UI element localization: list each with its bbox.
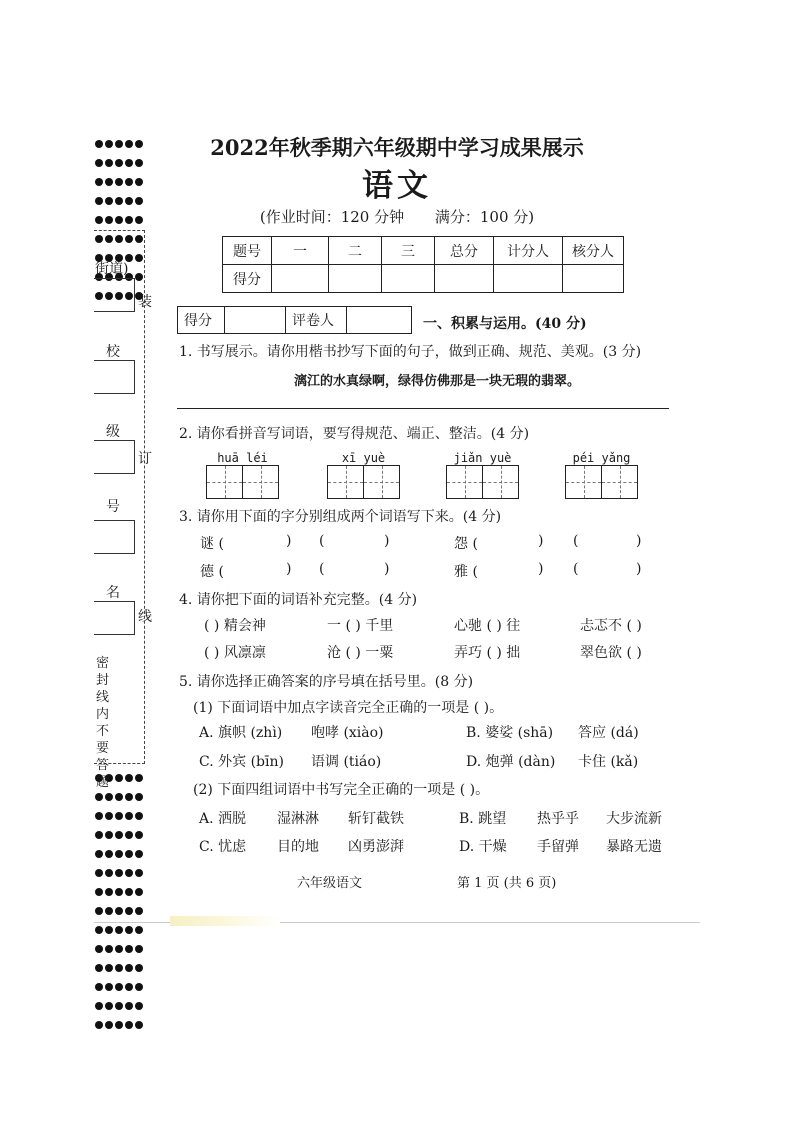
binding-dots [94,768,149,1034]
binding-dot [125,216,133,224]
binding-dot [135,983,143,991]
binding-dot [95,983,103,991]
q2-pinyin: xī yuè [341,451,386,465]
school-label: 校 [106,344,120,360]
binding-dot [125,945,133,953]
binding-dot [95,140,103,148]
q5-sub1-option-a: 咆哮 (xiào) [311,725,384,741]
binding-dot [115,159,123,167]
section-score-field[interactable] [225,307,286,334]
q5-sub1-option-c: 语调 (tiáo) [311,754,382,770]
q5-sub2-option-a: 湿淋淋 [277,811,319,827]
score-table-header-row [223,237,624,265]
binding-dot [95,812,103,820]
binding-dot [115,216,123,224]
binding-dot [125,869,133,877]
binding-dot [95,926,103,934]
q2-pinyin: jiǎn yuè [453,451,512,465]
binding-dot [105,983,113,991]
q5-sub1-option-c: C. 外宾 (bīn) [199,754,284,770]
q2-grid[interactable] [565,465,638,499]
binding-dot [115,945,123,953]
binding-dot [135,1021,143,1029]
q5-sub2-option-b: B. 跳望 [459,811,507,827]
score-row-label: 得分 [223,265,272,293]
q3-prompt: 3. 请你用下面的字分别组成两个词语写下来。(4 分) [179,509,502,525]
q4-item: 弄巧 ( ) 拙 [454,645,521,661]
binding-dot [105,812,113,820]
q2-prompt: 2. 请你看拼音写词语，要写得规范、端正、整洁。(4 分) [179,426,530,442]
q5-sub2-option-c: 凶勇澎湃 [348,839,404,855]
binding-dot [105,178,113,186]
q4-item: 忐忑不 ( ) [580,618,642,634]
binding-dot [135,964,143,972]
binding-dot [125,178,133,186]
seal-note: 密封线内不要答题 [96,656,110,790]
binding-dot [115,964,123,972]
binding-dot [125,831,133,839]
binding-dot [115,197,123,205]
name-field[interactable] [94,601,135,635]
binding-dot [135,907,143,915]
binding-dot [115,850,123,858]
q3-item: ) [384,533,390,549]
q5-prompt: 5. 请你选择正确答案的序号填在括号里。(8 分) [179,674,474,690]
footer-subject: 六年级语文 [297,876,363,891]
q1-sentence: 漓江的水真绿啊，绿得仿佛那是一块无瑕的翡翠。 [293,374,580,389]
binding-dot [135,140,143,148]
binding-dot [135,216,143,224]
q5-sub2-option-a: A. 洒脱 [199,811,247,827]
binding-dot [95,907,103,915]
binding-dot [115,812,123,820]
score-table [222,236,624,293]
binding-dot [105,964,113,972]
binding-dot [95,964,103,972]
score-table-score-row [223,265,624,293]
binding-dot [115,1021,123,1029]
q2-pinyin: péi yǎng [572,451,631,465]
q3-item: ) [636,561,642,577]
q3-item: ) [538,561,544,577]
exam-subject: 语文 [362,168,432,204]
binding-dot [135,869,143,877]
q2-pinyin: huā léi [217,451,268,465]
q5-sub1-option-a: A. 旗帜 (zhì) [199,725,283,741]
binding-dot [135,831,143,839]
binding-dot [125,812,133,820]
binding-dot [135,178,143,186]
q5-sub2-option-d: 暴路无遗 [606,839,662,855]
binding-dot [125,1021,133,1029]
binding-dot [125,907,133,915]
section-title: 一、积累与运用。(40 分) [423,316,587,332]
binding-dot [105,869,113,877]
q5-sub1-option-d: D. 炮弹 (dàn) [466,754,556,770]
q3-item: ( [319,533,325,549]
q5-sub2-prompt: (2) 下面四组词语中书写完全正确的一项是 ( )。 [193,782,490,798]
scan-stain [170,916,280,926]
binding-dot [135,812,143,820]
binding-dot [95,1021,103,1029]
score-header-cell: 总分 [435,237,494,265]
q3-item: ) [286,533,292,549]
binding-dot [135,159,143,167]
binding-dot [105,926,113,934]
q4-item: 翠色欲 ( ) [580,645,642,661]
binding-dot [125,964,133,972]
binding-dot [125,197,133,205]
binding-dot [115,774,123,782]
q2-item [565,451,638,499]
q5-sub1-option-b: B. 婆娑 (shā) [466,725,554,741]
q3-item: ) [286,561,292,577]
score-header-cell: 二 [329,237,382,265]
q2-grid[interactable] [446,465,519,499]
binding-dot [135,945,143,953]
binding-dot [125,888,133,896]
street-label: 街道) [95,261,129,277]
binding-dot [115,140,123,148]
grade-field[interactable] [94,440,135,474]
binding-dot [135,197,143,205]
number-field[interactable] [94,520,135,554]
binding-dot [95,216,103,224]
street-field[interactable] [94,278,135,312]
q4-prompt: 4. 请你把下面的词语补充完整。(4 分) [179,592,418,608]
binding-dot [115,888,123,896]
q5-sub1-option-b: 答应 (dá) [578,725,639,741]
binding-dot [95,869,103,877]
binding-dot [95,831,103,839]
q1-writing-line[interactable] [177,408,669,409]
q2-item [446,451,519,499]
binding-dot [105,1002,113,1010]
binding-dot [115,907,123,915]
binding-dot [125,850,133,858]
score-cell[interactable] [563,265,624,293]
q5-sub2-option-d: D. 干燥 [459,839,507,855]
score-header-cell: 一 [272,237,329,265]
binding-dot [105,216,113,224]
name-label: 名 [106,585,120,601]
q4-item: 沧 ( ) 一粟 [327,645,394,661]
binding-dot [115,983,123,991]
q5-sub1-prompt: (1) 下面词语中加点字读音完全正确的一项是 ( )。 [193,700,504,716]
binding-dot [105,140,113,148]
q3-item: ) [538,533,544,549]
q3-item: 雅 ( [454,564,478,580]
section-score-table [177,306,412,334]
score-cell[interactable] [494,265,563,293]
exam-title: 2022年秋季期六年级期中学习成果展示 [210,135,584,160]
binding-dot [105,945,113,953]
footer-page: 第 1 页 (共 6 页) [457,876,557,891]
q3-item: ) [384,561,390,577]
mark-zhuang: 装 [138,294,152,310]
q3-item: 谜 ( [200,536,224,552]
q5-sub2-option-c: 目的地 [277,839,319,855]
q3-item: ( [573,561,579,577]
q2-item [327,451,400,499]
score-header-cell: 三 [382,237,435,265]
score-header-cell: 题号 [223,237,272,265]
binding-dot [115,926,123,934]
number-label: 号 [106,499,120,515]
q4-item: ( ) 风凛凛 [204,645,266,661]
score-cell[interactable] [329,265,382,293]
section-grader-field[interactable] [347,307,412,334]
binding-dot [115,869,123,877]
score-cell[interactable] [272,265,329,293]
binding-dot [125,774,133,782]
q3-item: ( [319,561,325,577]
binding-dot [95,945,103,953]
mark-ding: 订 [138,451,152,467]
binding-dot [115,1002,123,1010]
score-cell[interactable] [382,265,435,293]
q5-sub2-option-b: 大步流新 [606,811,662,827]
binding-dot [135,1002,143,1010]
section-grader-label: 评卷人 [286,307,347,334]
binding-dot [105,793,113,801]
binding-dot [105,197,113,205]
binding-dot [95,1002,103,1010]
binding-dot [115,793,123,801]
binding-dot [125,140,133,148]
binding-dot [115,831,123,839]
binding-dot [95,197,103,205]
q5-sub2-option-d: 手留弹 [537,839,579,855]
q2-item [206,451,279,499]
q3-item: ) [636,533,642,549]
binding-dot [105,850,113,858]
binding-dot [125,793,133,801]
binding-dot [125,159,133,167]
score-header-cell: 计分人 [494,237,563,265]
binding-dot [135,793,143,801]
score-header-cell: 核分人 [563,237,624,265]
grade-label: 级 [106,424,120,440]
binding-dot [105,159,113,167]
binding-dot [135,774,143,782]
q5-sub2-option-b: 热乎乎 [537,811,579,827]
q3-item: 德 ( [200,564,224,580]
q5-sub2-option-a: 斩钉截铁 [348,811,404,827]
binding-dot [135,850,143,858]
binding-dot [125,983,133,991]
q5-sub1-option-d: 卡住 (kǎ) [578,754,639,770]
score-cell[interactable] [435,265,494,293]
binding-dot [95,178,103,186]
binding-dot [95,888,103,896]
q4-item: ( ) 精会神 [204,618,266,634]
binding-dot [115,178,123,186]
section-score-label: 得分 [178,307,225,334]
q3-item: ( [573,533,579,549]
q5-sub2-option-c: C. 忧虑 [199,839,247,855]
binding-dot [105,831,113,839]
q3-item: 怨 ( [454,536,478,552]
q4-item: 心驰 ( ) 往 [454,618,521,634]
binding-dot [95,850,103,858]
binding-dot [95,793,103,801]
mark-xian: 线 [138,609,152,625]
q1-prompt: 1. 书写展示。请你用楷书抄写下面的句子，做到正确、规范、美观。(3 分) [179,344,642,360]
binding-dot [125,926,133,934]
exam-full-score: 满分：100 分) [434,208,535,226]
exam-time: (作业时间：120 分钟 [259,208,405,226]
binding-dot [125,1002,133,1010]
binding-dot [105,1021,113,1029]
binding-dot [105,907,113,915]
q2-grid[interactable] [206,465,279,499]
binding-dot [135,888,143,896]
binding-dot [105,888,113,896]
q4-item: 一 ( ) 千里 [327,618,394,634]
binding-dot [135,926,143,934]
q2-grid[interactable] [327,465,400,499]
binding-dot [95,159,103,167]
